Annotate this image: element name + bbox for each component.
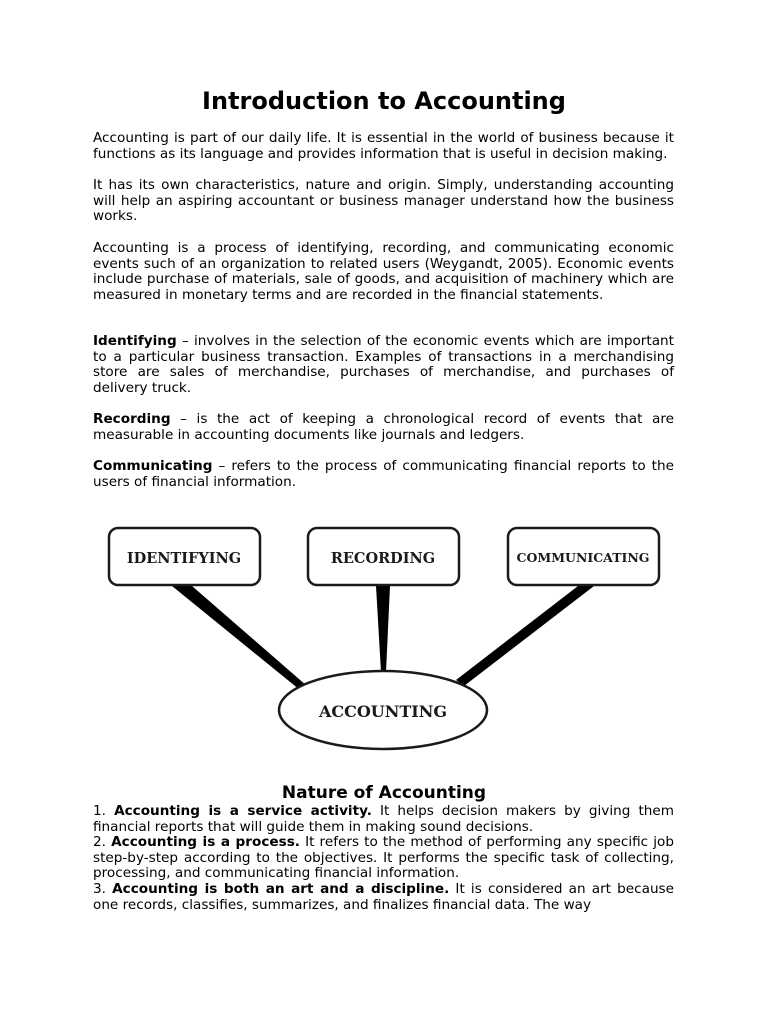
nature-list (93, 804, 674, 913)
item-number: 3. (93, 880, 113, 897)
definition-term: Communicating (93, 458, 213, 474)
box-recording-label: RECORDING (330, 550, 436, 567)
connector-communicating (456, 586, 594, 686)
connector-identifying (172, 586, 307, 690)
box-identifying-label: IDENTIFYING (126, 550, 242, 567)
item-title: Accounting is a process. (111, 834, 300, 851)
item-number: 1. (93, 803, 115, 819)
intro-paragraph-3: Accounting is a process of identifying, recording, and communicating economic events such of an organization to related users (Weygandt, 2005). Economic events include purchase of materials, sale of goods, and acquisition of machinery which are measured in monetary terms and are recorded in the financial statements. (93, 240, 674, 303)
definition-term: Identifying (93, 333, 177, 349)
box-communicating-label: COMMUNICATING (516, 550, 650, 565)
definition-recording (93, 412, 674, 443)
definition-communicating (93, 459, 674, 490)
center-accounting (279, 671, 487, 749)
item-text: It helps decision makers by giving them financial reports that will guide them in making sound decisions. (93, 803, 675, 835)
connector-recording (376, 586, 390, 672)
page-title: Introduction to Accounting (202, 87, 566, 115)
list-item (93, 882, 674, 913)
item-title: Accounting is a service activity. (114, 803, 372, 819)
item-text: It refers to the method of performing any specific job step-by-step according to the objectives. It performs the specific task of collecting, processing, and communicating financial information. (93, 834, 674, 882)
item-text: It is considered an art because one records, classifies, summarizes, and finalizes financial data. The way (93, 880, 675, 913)
list-item (93, 835, 674, 882)
box-communicating (508, 528, 659, 585)
definition-identifying (93, 334, 674, 396)
intro-paragraph-1: Accounting is part of our daily life. It is essential in the world of business because it functions as its language and provides information that is useful in decision making. (93, 130, 674, 162)
box-identifying (109, 528, 260, 585)
definition-text: – is the act of keeping a chronological record of events that are measurable in accounting documents like journals and ledgers. (93, 411, 674, 443)
accounting-process-diagram (100, 520, 670, 760)
item-title: Accounting is both an art and a discipline. (112, 880, 450, 897)
item-number: 2. (93, 834, 112, 851)
nature-heading: Nature of Accounting (281, 783, 487, 803)
definition-text: – involves in the selection of the economic events which are important to a particular business transaction. Examples of transactions in a merchandising store are sales of merchandise, purchases of merchandise, and purchases of delivery truck. (93, 333, 674, 396)
center-accounting-label: ACCOUNTING (318, 702, 448, 721)
definition-term: Recording (93, 411, 171, 427)
intro-paragraph-2: It has its own characteristics, nature and origin. Simply, understanding accounting will help an aspiring accountant or business manager understand how the business works. (93, 177, 674, 225)
list-item (93, 804, 674, 835)
definition-text: – refers to the process of communicating financial reports to the users of financial information. (93, 458, 674, 490)
box-recording (308, 528, 459, 585)
